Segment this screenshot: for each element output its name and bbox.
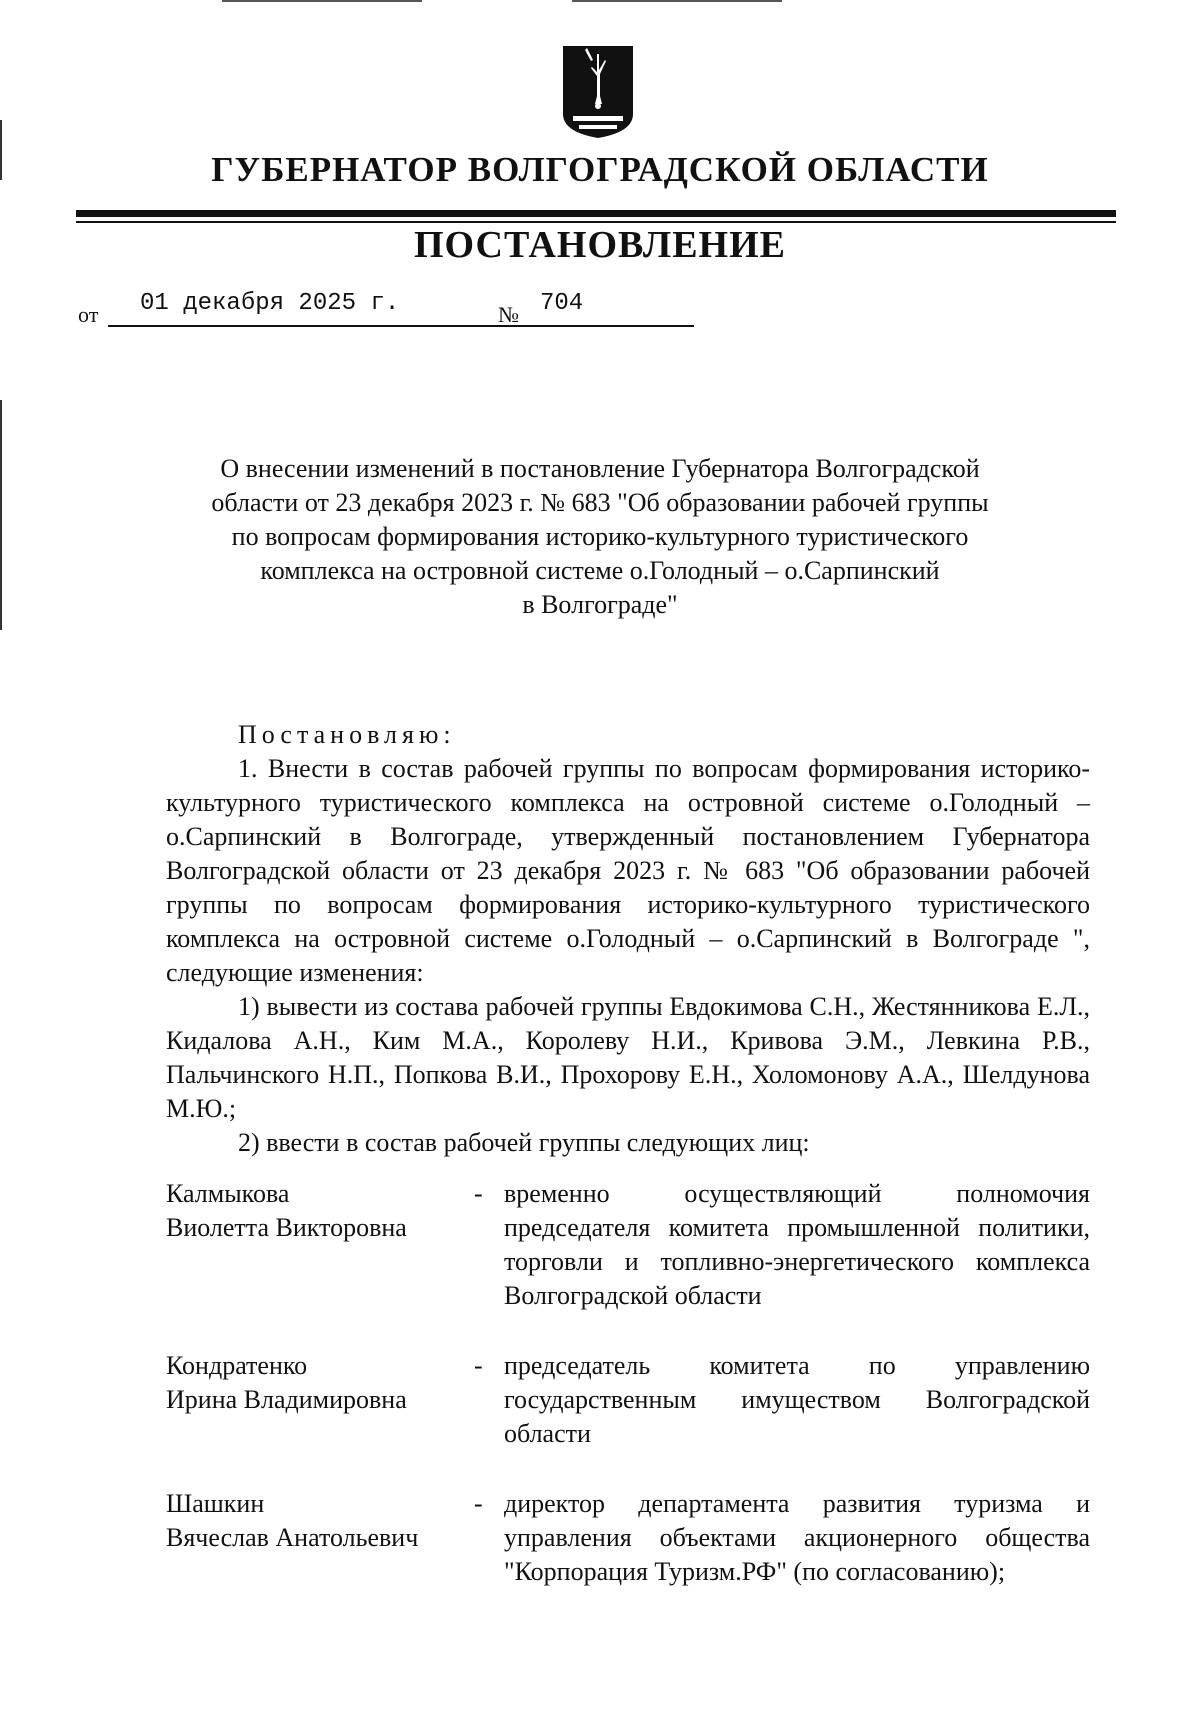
number-label: № [498, 302, 519, 327]
document-body [166, 718, 1090, 1160]
decree-word: Постановляю: [238, 720, 456, 749]
number-value: 704 [540, 290, 584, 317]
member-position: директор департамента развития туризма и управления объектами акционерного общества "Корпорация Туризм.РФ" (по согласованию); [504, 1489, 1090, 1586]
document-subject [190, 452, 1010, 622]
subject-line: по вопросам формирования историко-культурного туристического [231, 522, 969, 551]
members-list [166, 1177, 1090, 1625]
member-given-names: Ирина Владимировна [166, 1385, 407, 1414]
member-row [166, 1487, 1090, 1589]
member-dash: - [474, 1489, 483, 1518]
document-type-title: ПОСТАНОВЛЕНИЕ [413, 224, 787, 266]
scan-edge-mark [222, 0, 422, 2]
member-position: временно осуществляющий полномочия председателя комитета промышленной политики, торговли и топливно-энергетического комплекса Волгоградской области [504, 1179, 1090, 1310]
member-given-names: Виолетта Викторовна [166, 1213, 407, 1242]
member-name [166, 1487, 474, 1589]
subitem-1: 1) вывести из состава рабочей группы Евдокимова С.Н., Жестянникова Е.Л., Кидалова А.Н., Ким М.А., Королеву Н.И., Кривова Э.М., Левкина Р.В., Пальчинского Н.П., Попкова В.И., Прохорову Е.Н., Холомонову А.А., Шелдунова М.Ю.; [166, 992, 1090, 1123]
member-row [166, 1349, 1090, 1451]
scan-edge-mark [572, 0, 782, 2]
subject-line: в Волгограде" [522, 590, 678, 619]
member-given-names: Вячеслав Анатольевич [166, 1523, 419, 1552]
date-label: от [78, 302, 99, 327]
coat-of-arms-emblem [561, 44, 635, 140]
subject-line: О внесении изменений в постановление Губернатора Волгоградской [220, 454, 980, 483]
member-dash: - [474, 1351, 483, 1380]
registration-row [78, 290, 718, 330]
date-value: 01 декабря 2025 г. [140, 290, 400, 317]
member-dash: - [474, 1179, 483, 1208]
member-name [166, 1177, 474, 1313]
member-surname: Шашкин [166, 1489, 265, 1518]
item-1: 1. Внести в состав рабочей группы по вопросам формирования историко-культурного туристического комплекса на островной системе о.Голодный – о.Сарпинский в Волгограде, утвержденный постановлением Губернатора Волгоградской области от 23 декабря 2023 г. № 683 "Об образовании рабочей группы по вопросам формирования историко-культурного туристического комплекса на островной системе о.Голодный – о.Сарпинский в Волгограде ", следующие изменения: [166, 754, 1090, 987]
member-name [166, 1349, 474, 1451]
member-row [166, 1177, 1090, 1313]
subject-line: области от 23 декабря 2023 г. № 683 "Об образовании рабочей группы [211, 488, 989, 517]
number-underline [524, 325, 694, 327]
subitem-2: 2) ввести в состав рабочей группы следующих лиц: [238, 1128, 810, 1157]
member-surname: Калмыкова [166, 1179, 290, 1208]
member-position: председатель комитета по управлению государственным имуществом Волгоградской области [504, 1351, 1090, 1448]
header-rule-thick [76, 210, 1116, 217]
governor-title: ГУБЕРНАТОР ВОЛГОГРАДСКОЙ ОБЛАСТИ [211, 150, 989, 189]
date-underline [108, 325, 560, 327]
subject-line: комплекса на островной системе о.Голодный – о.Сарпинский [260, 556, 940, 585]
member-surname: Кондратенко [166, 1351, 308, 1380]
scan-edge-mark [0, 400, 2, 630]
